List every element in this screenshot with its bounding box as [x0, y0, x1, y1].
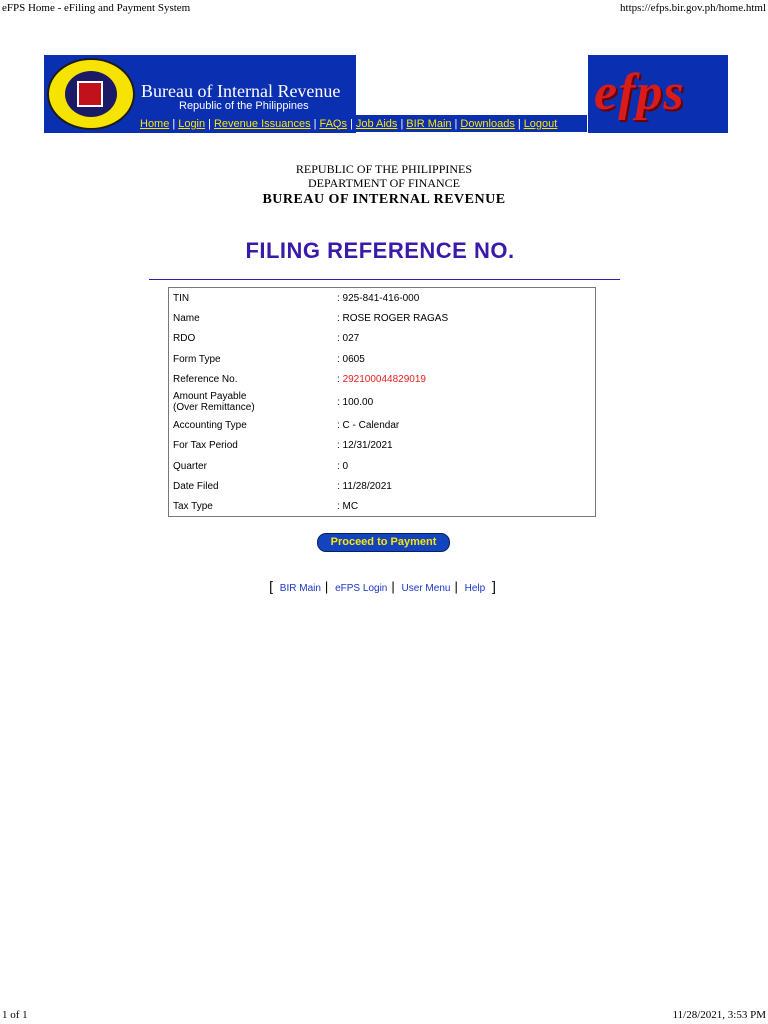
name-label: Name: [173, 313, 200, 324]
link-bir-main[interactable]: BIR Main: [279, 583, 321, 594]
link-user-menu[interactable]: User Menu: [401, 583, 451, 594]
close-bracket: ]: [491, 578, 496, 594]
reference-no-label: Reference No.: [173, 374, 238, 385]
link-separator: |: [391, 579, 395, 594]
tax-type-label: Tax Type: [173, 501, 213, 512]
amount-payable-value: : 100.00: [337, 397, 374, 408]
bir-seal-icon: [47, 58, 135, 130]
header-republic: REPUBLIC OF THE PHILIPPINES: [295, 162, 473, 176]
rdo-label: RDO: [173, 333, 196, 344]
date-filed-value: : 11/28/2021: [337, 481, 392, 492]
nav-separator: |: [400, 117, 404, 130]
tax-type-value: : MC: [337, 501, 359, 512]
nav-job-aids[interactable]: Job Aids: [355, 117, 398, 130]
print-footer-page: 1 of 1: [2, 1009, 28, 1021]
tin-label: TIN: [173, 293, 190, 304]
reference-number: 292100044829019: [342, 374, 426, 385]
nav-separator: |: [517, 117, 521, 130]
filing-details-table: [168, 287, 596, 517]
main-nav: [137, 115, 587, 132]
date-filed-label: Date Filed: [173, 481, 219, 492]
banner-title: Bureau of Internal Revenue: [141, 81, 341, 101]
reference-colon: :: [337, 374, 343, 385]
header-department: DEPARTMENT OF FINANCE: [308, 176, 460, 190]
form-type-value: : 0605: [337, 354, 365, 365]
print-header-url: https://efps.bir.gov.ph/home.html: [620, 2, 766, 14]
accounting-type-value: : C - Calendar: [337, 420, 400, 431]
nav-separator: |: [349, 117, 353, 130]
page-title: FILING REFERENCE NO.: [245, 238, 515, 263]
link-separator: |: [454, 579, 458, 594]
amount-payable-label-line2: (Over Remittance): [173, 402, 255, 413]
print-header-title: eFPS Home - eFiling and Payment System: [2, 2, 191, 14]
open-bracket: [: [269, 578, 274, 594]
nav-separator: |: [172, 117, 176, 130]
proceed-to-payment-button[interactable]: Proceed to Payment: [317, 533, 450, 552]
form-type-label: Form Type: [173, 354, 221, 365]
nav-separator: |: [208, 117, 211, 130]
efps-logo: [588, 55, 728, 133]
accounting-type-label: Accounting Type: [173, 420, 247, 431]
link-help[interactable]: Help: [464, 583, 486, 594]
reference-no-value: [337, 374, 426, 385]
banner-subtitle: Republic of the Philippines: [179, 100, 309, 112]
nav-logout[interactable]: Logout: [523, 117, 558, 130]
tax-period-label: For Tax Period: [173, 440, 238, 451]
nav-login[interactable]: Login: [178, 117, 206, 130]
tax-period-value: : 12/31/2021: [337, 440, 393, 451]
quarter-label: Quarter: [173, 461, 207, 472]
nav-revenue-issuances[interactable]: Revenue Issuances: [213, 117, 311, 130]
efps-logo-text: efps: [594, 64, 685, 121]
rdo-value: : 027: [337, 333, 360, 344]
title-divider: [149, 279, 620, 280]
nav-home[interactable]: Home: [140, 117, 170, 130]
link-separator: |: [324, 579, 329, 594]
tin-value: : 925-841-416-000: [337, 293, 420, 304]
header-bureau: BUREAU OF INTERNAL REVENUE: [262, 192, 506, 207]
footer-links: [0, 578, 765, 594]
amount-payable-label-line1: Amount Payable: [173, 391, 247, 402]
quarter-value: : 0: [337, 461, 349, 472]
nav-faqs[interactable]: FAQs: [319, 117, 347, 130]
nav-separator: |: [454, 117, 458, 130]
nav-downloads[interactable]: Downloads: [460, 117, 515, 130]
print-footer-datetime: 11/28/2021, 3:53 PM: [672, 1009, 766, 1021]
link-efps-login[interactable]: eFPS Login: [335, 583, 388, 594]
nav-separator: |: [313, 117, 317, 130]
name-value: : ROSE ROGER RAGAS: [337, 313, 449, 324]
nav-bir-main[interactable]: BIR Main: [406, 117, 452, 130]
amount-payable-label: [173, 391, 333, 413]
